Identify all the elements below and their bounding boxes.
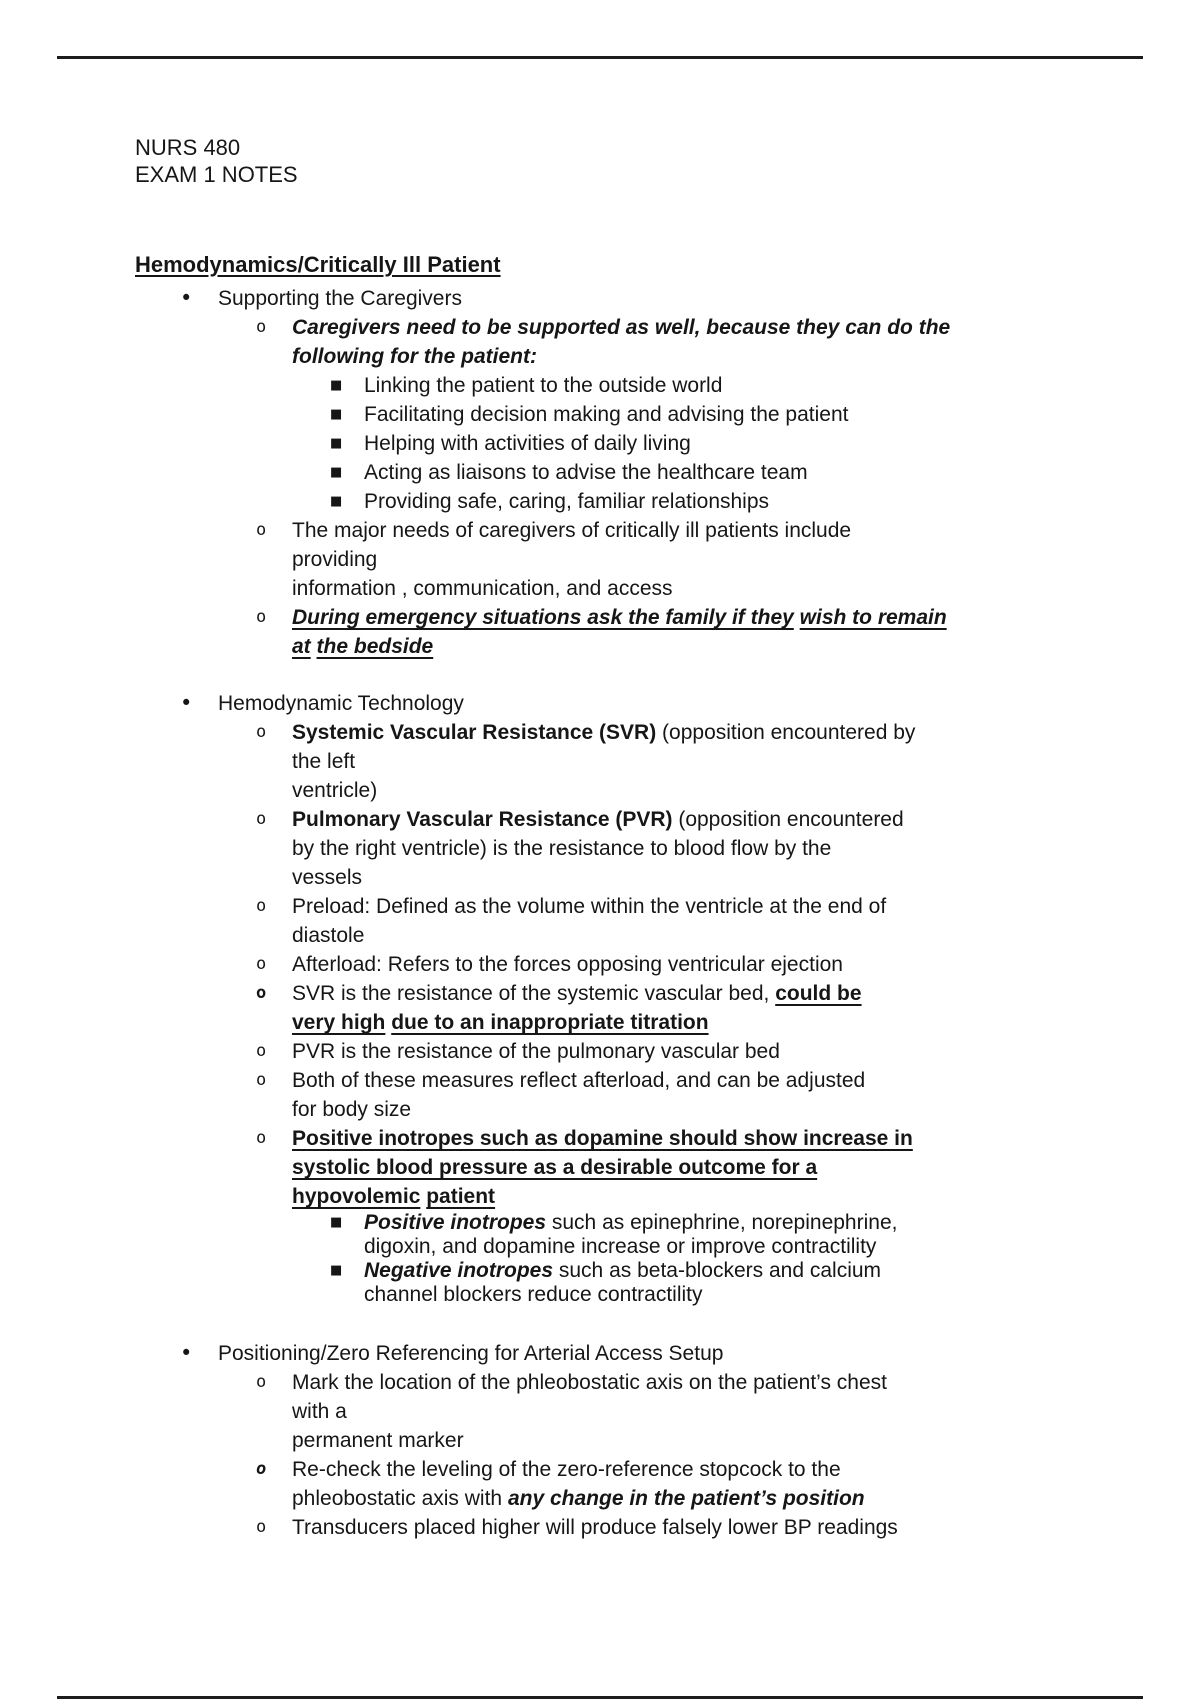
list-item-text	[292, 1066, 865, 1124]
disc-bullet-icon: •	[180, 286, 193, 310]
list-item	[0, 805, 1200, 892]
list-item	[0, 1037, 1200, 1066]
text-segment: Re-check the leveling of the zero-reference stopcock to the	[292, 1458, 841, 1481]
circle-bullet-icon: o	[256, 1372, 267, 1392]
list-item-text	[364, 371, 722, 400]
square-bullet-icon: ■	[330, 436, 343, 451]
list-item	[0, 1211, 1200, 1259]
text-segment: any change in the patient’s position	[507, 1487, 865, 1510]
text-segment: Systemic Vascular Resistance (SVR)	[292, 721, 657, 744]
text-segment: Negative inotropes	[364, 1259, 554, 1282]
list-item-text	[292, 718, 915, 805]
text-segment: Providing safe, caring, familiar relationships	[364, 490, 770, 513]
circle-bullet-icon: o	[256, 896, 267, 916]
square-bullet-icon: ■	[330, 1215, 343, 1230]
list-item	[0, 979, 1200, 1037]
disc-bullet-icon: •	[180, 691, 193, 715]
list-item-text	[218, 284, 462, 313]
list-item-text	[364, 429, 691, 458]
text-segment: Linking the patient to the outside world	[364, 374, 723, 397]
list-item-text	[292, 1368, 887, 1455]
list-item-text	[364, 400, 848, 429]
circle-bullet-icon: o	[256, 1459, 267, 1479]
list-item	[0, 603, 1200, 661]
text-segment: such as epinephrine, norepinephrine,	[546, 1211, 898, 1234]
square-bullet-icon: ■	[330, 378, 343, 393]
section-heading: Hemodynamics/Critically Ill Patient	[135, 252, 501, 277]
list-item	[0, 1339, 1200, 1368]
text-segment: Facilitating decision making and advising the patient	[364, 403, 849, 426]
list-item	[0, 284, 1200, 313]
list-item-text	[364, 458, 808, 487]
list-item	[0, 1513, 1200, 1542]
list-item-text	[218, 1339, 723, 1368]
circle-bullet-icon: o	[256, 520, 267, 540]
text-segment: Positive inotropes such as dopamine should show increase in	[292, 1127, 913, 1150]
list-item-text	[218, 689, 464, 718]
text-segment: channel blockers reduce contractility	[364, 1283, 703, 1306]
circle-bullet-icon: o	[256, 1041, 267, 1061]
text-segment: Helping with activities of daily living	[364, 432, 691, 455]
text-segment: systolic blood pressure as a desirable outcome for a	[292, 1156, 818, 1179]
text-segment: PVR is the resistance of the pulmonary vascular bed	[292, 1040, 780, 1063]
text-segment: vessels	[292, 866, 363, 889]
list-item	[0, 892, 1200, 950]
circle-bullet-icon: o	[256, 983, 267, 1003]
list-item	[0, 429, 1200, 458]
list-item-text	[292, 892, 886, 950]
text-segment: Positioning/Zero Referencing for Arterial Access Setup	[218, 1342, 724, 1365]
text-segment: (opposition encountered	[672, 808, 904, 831]
text-segment: at	[292, 635, 311, 658]
square-bullet-icon: ■	[330, 1263, 343, 1278]
text-segment: Hemodynamic Technology	[218, 692, 464, 715]
text-segment: hypovolemic	[292, 1185, 421, 1208]
list-item-text	[292, 979, 862, 1037]
text-segment: (opposition encountered by	[656, 721, 916, 744]
square-bullet-icon: ■	[330, 407, 343, 422]
list-item-text	[292, 805, 904, 892]
disc-bullet-icon: •	[180, 1341, 193, 1365]
text-segment: Mark the location of the phleobostatic axis on the patient’s chest	[292, 1371, 887, 1394]
list-item-text	[292, 950, 843, 979]
circle-bullet-icon: o	[256, 722, 267, 742]
text-segment: The major needs of caregivers of critically ill patients include	[292, 519, 852, 542]
list-item	[0, 371, 1200, 400]
text-segment: information , communication, and access	[292, 577, 673, 600]
square-bullet-icon: ■	[330, 465, 343, 480]
list-item-text	[292, 1037, 780, 1066]
circle-bullet-icon: o	[256, 1070, 267, 1090]
circle-bullet-icon: o	[256, 954, 267, 974]
circle-bullet-icon: o	[256, 317, 267, 337]
text-segment: for body size	[292, 1098, 412, 1121]
list-item	[0, 950, 1200, 979]
list-item	[0, 1259, 1200, 1307]
list-item-text	[292, 516, 851, 603]
text-segment: could be	[775, 982, 862, 1005]
text-segment: ventricle)	[292, 779, 378, 802]
list-item-text	[364, 1259, 881, 1307]
circle-bullet-icon: o	[256, 809, 267, 829]
list-item-text	[292, 1124, 913, 1211]
notes-outline	[0, 284, 1200, 1542]
circle-bullet-icon: o	[256, 1128, 267, 1148]
text-segment: phleobostatic axis with	[292, 1487, 508, 1510]
circle-bullet-icon: o	[256, 607, 267, 627]
text-segment: Caregivers need to be supported as well, because they can do the	[292, 316, 951, 339]
text-segment: providing	[292, 548, 378, 571]
text-segment: During emergency situations ask the family if they	[292, 606, 794, 629]
list-item-text	[364, 1211, 897, 1259]
text-segment: SVR is the resistance of the systemic vascular bed,	[292, 982, 776, 1005]
list-item-text	[292, 1455, 865, 1513]
list-item	[0, 1368, 1200, 1455]
text-segment: Preload: Defined as the volume within the ventricle at the end of	[292, 895, 887, 918]
list-item	[0, 458, 1200, 487]
text-segment: by the right ventricle) is the resistance to blood flow by the	[292, 837, 832, 860]
list-item	[0, 400, 1200, 429]
text-segment: Afterload: Refers to the forces opposing ventricular ejection	[292, 953, 843, 976]
text-segment: Transducers placed higher will produce falsely lower BP readings	[292, 1516, 898, 1539]
list-item-text	[292, 1513, 898, 1542]
text-segment: Supporting the Caregivers	[218, 287, 462, 310]
text-segment: following for the patient:	[292, 345, 537, 368]
text-segment: the bedside	[316, 635, 434, 658]
text-segment: Both of these measures reflect afterload, and can be adjusted	[292, 1069, 866, 1092]
course-title-block	[135, 134, 1200, 188]
circle-bullet-icon: o	[256, 1517, 267, 1537]
list-item-text	[292, 603, 947, 661]
list-item	[0, 1124, 1200, 1211]
text-segment: Positive inotropes	[364, 1211, 547, 1234]
text-segment: patient	[426, 1185, 496, 1208]
text-segment: Acting as liaisons to advise the healthcare team	[364, 461, 808, 484]
course-code: NURS 480	[135, 135, 241, 160]
text-segment: wish to remain	[799, 606, 947, 629]
text-segment: such as beta-blockers and calcium	[553, 1259, 882, 1282]
text-segment: the left	[292, 750, 356, 773]
list-item	[0, 487, 1200, 516]
text-segment: very high	[292, 1011, 386, 1034]
list-item-text	[364, 487, 769, 516]
list-item	[0, 718, 1200, 805]
list-item	[0, 313, 1200, 371]
list-item	[0, 689, 1200, 718]
text-segment: digoxin, and dopamine increase or improve contractility	[364, 1235, 877, 1258]
text-segment: with a	[292, 1400, 347, 1423]
exam-title: EXAM 1 NOTES	[135, 162, 298, 187]
text-segment: diastole	[292, 924, 365, 947]
square-bullet-icon: ■	[330, 494, 343, 509]
page-bottom-rule	[57, 1696, 1143, 1699]
text-segment: permanent marker	[292, 1429, 464, 1452]
list-item	[0, 516, 1200, 603]
text-segment: Pulmonary Vascular Resistance (PVR)	[292, 808, 673, 831]
list-item-text	[292, 313, 950, 371]
list-item	[0, 1455, 1200, 1513]
text-segment: due to an inappropriate titration	[391, 1011, 709, 1034]
list-item	[0, 1066, 1200, 1124]
